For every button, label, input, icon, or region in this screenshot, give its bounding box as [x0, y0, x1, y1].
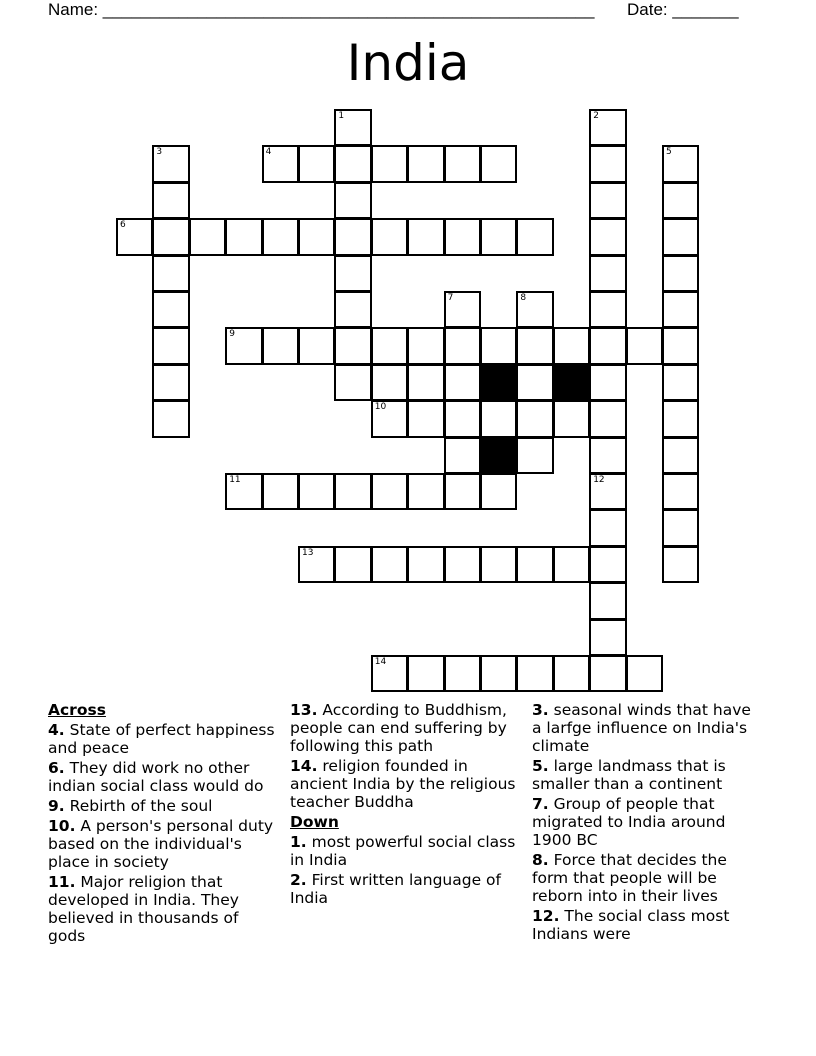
clue-number-label: 11.: [48, 873, 76, 891]
crossword-cell[interactable]: [444, 546, 481, 583]
clue-number: 7: [447, 293, 454, 303]
crossword-cell[interactable]: [589, 182, 626, 219]
clue-text: seasonal winds that have a larfge influence on India's climate: [532, 701, 751, 755]
crossword-cell[interactable]: [298, 327, 335, 364]
crossword-cell[interactable]: [334, 255, 371, 292]
crossword-cell[interactable]: [371, 546, 408, 583]
crossword-cell[interactable]: [407, 364, 444, 401]
crossword-cell[interactable]: [626, 655, 663, 692]
clues-column-2: [290, 701, 520, 909]
crossword-cell[interactable]: [334, 109, 371, 146]
clue-text: large landmass that is smaller than a continent: [532, 757, 726, 793]
clue-text: They did work no other indian social class would do: [48, 759, 264, 795]
crossword-cell[interactable]: [553, 655, 590, 692]
crossword-cell[interactable]: [334, 218, 371, 255]
clue-number-label: 14.: [290, 757, 318, 775]
crossword-cell[interactable]: [152, 327, 189, 364]
clue-item: [290, 871, 520, 907]
clue-text: According to Buddhism, people can end suffering by following this path: [290, 701, 507, 755]
crossword-cell[interactable]: [407, 473, 444, 510]
clue-text: First written language of India: [290, 871, 501, 907]
clue-number-label: 2.: [290, 871, 307, 889]
crossword-cell[interactable]: [662, 291, 699, 328]
crossword-cell[interactable]: [662, 327, 699, 364]
clue-number: 9: [229, 329, 235, 340]
crossword-cell[interactable]: [371, 145, 408, 182]
clue-number-label: 7.: [532, 795, 549, 813]
crossword-cell[interactable]: [298, 546, 335, 583]
crossword-cell[interactable]: [516, 327, 553, 364]
crossword-cell[interactable]: [334, 364, 371, 401]
clue-number-label: 5.: [532, 757, 549, 775]
clue-item: [290, 757, 520, 811]
clue-number: 11: [229, 475, 241, 485]
crossword-cell[interactable]: [589, 291, 626, 328]
crossword-cell[interactable]: [444, 145, 481, 182]
clue-item: [290, 701, 520, 755]
crossword-cell[interactable]: [589, 437, 626, 474]
crossword-cell[interactable]: [116, 218, 153, 255]
crossword-cell[interactable]: [444, 218, 481, 255]
clue-number: 5: [666, 147, 672, 158]
crossword-cell[interactable]: [516, 400, 553, 437]
crossword-cell[interactable]: [444, 364, 481, 401]
name-field-label: Name: ____________________________________________________: [48, 0, 595, 19]
crossword-cell[interactable]: [662, 218, 699, 255]
crossword-cell[interactable]: [334, 182, 371, 219]
crossword-cell[interactable]: [662, 509, 699, 546]
clue-item: [532, 907, 757, 943]
crossword-cell[interactable]: [334, 473, 371, 510]
crossword-cell[interactable]: [662, 255, 699, 292]
down-heading: Down: [290, 813, 339, 831]
crossword-cell[interactable]: [371, 327, 408, 364]
crossword-cell[interactable]: [225, 473, 262, 510]
clue-item: [532, 795, 757, 849]
crossword-cell[interactable]: [589, 546, 626, 583]
clue-number-label: 1.: [290, 833, 307, 851]
clue-number-label: 13.: [290, 701, 318, 719]
crossword-cell[interactable]: [444, 400, 481, 437]
crossword-cell[interactable]: [262, 327, 299, 364]
crossword-cell[interactable]: [152, 145, 189, 182]
clue-text: Rebirth of the soul: [64, 797, 213, 815]
crossword-cell[interactable]: [516, 546, 553, 583]
clue-item: [48, 797, 278, 815]
crossword-cell[interactable]: [262, 218, 299, 255]
clue-number-label: 8.: [532, 851, 549, 869]
crossword-cell[interactable]: [589, 109, 626, 146]
crossword-cell[interactable]: [480, 546, 517, 583]
crossword-cell[interactable]: [553, 546, 590, 583]
crossword-cell[interactable]: [662, 400, 699, 437]
crossword-cell[interactable]: [589, 400, 626, 437]
black-square: [480, 437, 517, 474]
clue-text: A person's personal duty based on the individual's place in society: [48, 817, 274, 871]
crossword-cell[interactable]: [662, 364, 699, 401]
crossword-cell[interactable]: [225, 327, 262, 364]
date-field-label: Date: _______: [627, 0, 739, 19]
clue-text: most powerful social class in India: [290, 833, 516, 869]
crossword-cell[interactable]: [152, 400, 189, 437]
crossword-cell[interactable]: [480, 400, 517, 437]
crossword-cell[interactable]: [407, 327, 444, 364]
crossword-cell[interactable]: [516, 364, 553, 401]
crossword-cell[interactable]: [516, 218, 553, 255]
crossword-cell[interactable]: [407, 145, 444, 182]
clue-item: [532, 757, 757, 793]
crossword-cell[interactable]: [516, 655, 553, 692]
crossword-cell[interactable]: [516, 291, 553, 328]
clue-number-label: 3.: [532, 701, 549, 719]
crossword-cell[interactable]: [589, 364, 626, 401]
crossword-cell[interactable]: [589, 473, 626, 510]
crossword-cell[interactable]: [334, 546, 371, 583]
clue-text: religion founded in ancient India by the religious teacher Buddha: [290, 757, 516, 811]
crossword-cell[interactable]: [298, 145, 335, 182]
crossword-cell[interactable]: [334, 145, 371, 182]
crossword-cell[interactable]: [662, 473, 699, 510]
clue-number: 10: [374, 402, 387, 413]
crossword-cell[interactable]: [444, 437, 481, 474]
crossword-cell[interactable]: [444, 473, 481, 510]
crossword-cell[interactable]: [589, 582, 626, 619]
crossword-cell[interactable]: [334, 327, 371, 364]
crossword-cell[interactable]: [589, 327, 626, 364]
clue-number: 3: [156, 147, 163, 158]
crossword-cell[interactable]: [371, 473, 408, 510]
crossword-cell[interactable]: [262, 145, 299, 182]
clue-number: 2: [593, 111, 599, 121]
clue-number-label: 10.: [48, 817, 76, 835]
crossword-cell[interactable]: [589, 145, 626, 182]
clue-text: The social class most Indians were: [532, 907, 730, 943]
crossword-cell[interactable]: [152, 291, 189, 328]
crossword-cell[interactable]: [334, 291, 371, 328]
clues-column-3: [532, 701, 757, 945]
crossword-cell[interactable]: [407, 546, 444, 583]
clue-item: [532, 851, 757, 905]
clue-number-label: 9.: [48, 797, 65, 815]
crossword-cell[interactable]: [407, 400, 444, 437]
clue-number: 8: [520, 293, 527, 303]
crossword-cell[interactable]: [662, 182, 699, 219]
crossword-cell[interactable]: [516, 437, 553, 474]
crossword-cell[interactable]: [553, 400, 590, 437]
crossword-cell[interactable]: [444, 655, 481, 692]
clue-text: Major religion that developed in India. They believed in thousands of gods: [48, 873, 239, 945]
crossword-cell[interactable]: [298, 473, 335, 510]
black-square: [553, 364, 590, 401]
clue-number: 4: [265, 147, 272, 158]
clue-number: 14: [374, 657, 387, 667]
clue-text: Group of people that migrated to India around 1900 BC: [532, 795, 726, 849]
crossword-cell[interactable]: [152, 218, 189, 255]
crossword-cell[interactable]: [626, 327, 663, 364]
crossword-cell[interactable]: [152, 255, 189, 292]
crossword-cell[interactable]: [189, 218, 226, 255]
clue-item: [290, 833, 520, 869]
crossword-cell[interactable]: [480, 655, 517, 692]
puzzle-title: India: [346, 34, 470, 92]
crossword-cell[interactable]: [589, 509, 626, 546]
crossword-cell[interactable]: [152, 364, 189, 401]
crossword-cell[interactable]: [480, 218, 517, 255]
crossword-cell[interactable]: [589, 218, 626, 255]
crossword-cell[interactable]: [371, 400, 408, 437]
crossword-cell[interactable]: [589, 255, 626, 292]
clue-text: State of perfect happiness and peace: [48, 721, 275, 757]
crossword-cell[interactable]: [371, 218, 408, 255]
crossword-cell[interactable]: [262, 473, 299, 510]
clue-number-label: 12.: [532, 907, 560, 925]
clues-column-1: [48, 701, 278, 947]
clue-number: 1: [338, 111, 345, 121]
clue-number: 13: [302, 547, 314, 558]
clue-item: [48, 873, 278, 945]
crossword-cell[interactable]: [371, 364, 408, 401]
crossword-cell[interactable]: [662, 145, 699, 182]
crossword-cell[interactable]: [480, 145, 517, 182]
across-heading: Across: [48, 701, 106, 719]
clue-number-label: 6.: [48, 759, 65, 777]
crossword-cell[interactable]: [480, 473, 517, 510]
clue-number-label: 4.: [48, 721, 65, 739]
crossword-cell[interactable]: [662, 437, 699, 474]
crossword-cell[interactable]: [589, 619, 626, 656]
clue-number: 6: [120, 220, 126, 231]
clue-text: Force that decides the form that people will be reborn into in their lives: [532, 851, 727, 905]
crossword-cell[interactable]: [298, 218, 335, 255]
crossword-cell[interactable]: [589, 655, 626, 692]
clue-item: [48, 817, 278, 871]
clue-item: [532, 701, 757, 755]
crossword-cell[interactable]: [371, 655, 408, 692]
crossword-cell[interactable]: [444, 291, 481, 328]
crossword-cell[interactable]: [152, 182, 189, 219]
crossword-cell[interactable]: [553, 327, 590, 364]
crossword-cell[interactable]: [407, 218, 444, 255]
crossword-cell[interactable]: [407, 655, 444, 692]
crossword-cell[interactable]: [444, 327, 481, 364]
clue-number: 12: [593, 475, 605, 485]
clue-item: [48, 721, 278, 757]
crossword-cell[interactable]: [480, 327, 517, 364]
crossword-cell[interactable]: [225, 218, 262, 255]
crossword-cell[interactable]: [662, 546, 699, 583]
clue-item: [48, 759, 278, 795]
black-square: [480, 364, 517, 401]
